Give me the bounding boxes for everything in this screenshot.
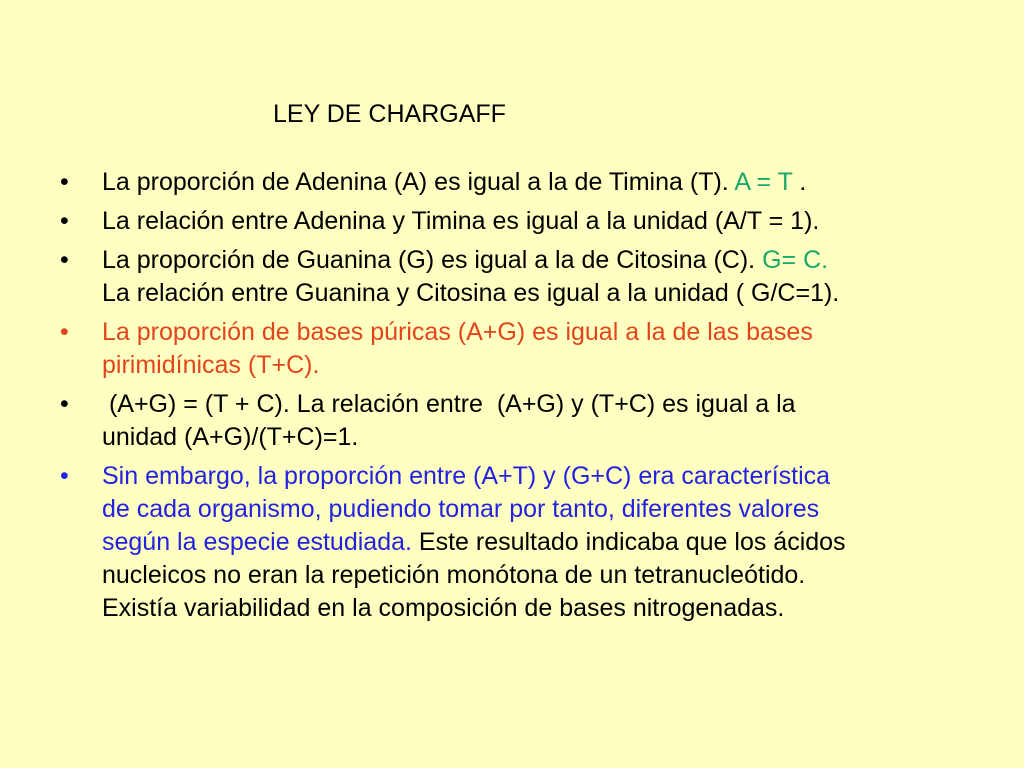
statement-text: La proporción de Guanina (G) es igual a la de Citosina (C). <box>102 246 763 274</box>
bullet-text <box>102 460 960 625</box>
bullet-dot-icon: • <box>60 390 69 418</box>
statement-text: Este resultado indicaba que los ácidos <box>411 528 846 556</box>
bullet-text <box>102 166 960 199</box>
bullet-text <box>102 388 960 454</box>
bullet-dot-icon: • <box>60 207 69 235</box>
bullet-puric-bases <box>60 316 960 382</box>
equation-a-t: A = T <box>734 168 793 196</box>
slide-title: LEY DE CHARGAFF <box>273 100 506 128</box>
text-line: Existía variabilidad en la composición de bases nitrogenadas. <box>102 594 785 622</box>
bullet-dot-icon: • <box>60 462 69 490</box>
highlighted-text: según la especie estudiada. <box>102 528 412 556</box>
text-line: unidad (A+G)/(T+C)=1. <box>102 423 359 451</box>
bullet-variability <box>60 460 960 625</box>
text-line: La proporción de bases púricas (A+G) es igual a la de las bases <box>102 318 813 346</box>
bullet-dot-icon: • <box>60 168 69 196</box>
equation-g-c: G= C. <box>762 246 829 274</box>
statement-tail: . <box>792 168 807 196</box>
bullet-dot-icon: • <box>60 246 69 274</box>
bullet-text <box>102 205 960 238</box>
statement-text: La proporción de Adenina (A) es igual a la de Timina (T). <box>102 168 735 196</box>
bullet-dot-icon: • <box>60 318 69 346</box>
bullet-adenine-timine <box>60 166 960 199</box>
bullet-text <box>102 316 960 382</box>
text-line: (A+G) = (T + C). La relación entre (A+G) y (T+C) es igual a la <box>102 390 796 418</box>
text-line: nucleicos no eran la repetición monótona de un tetranucleótido. <box>102 561 806 589</box>
bullet-list <box>60 166 960 631</box>
text-line: Sin embargo, la proporción entre (A+T) y (G+C) era característica <box>102 462 831 490</box>
text-line <box>102 166 960 199</box>
text-line: de cada organismo, pudiendo tomar por tanto, diferentes valores <box>102 495 820 523</box>
text-line: pirimidínicas (T+C). <box>102 351 320 379</box>
text-line <box>102 526 960 559</box>
text-line <box>102 244 960 277</box>
bullet-guanine-citosine <box>60 244 960 310</box>
bullet-ag-tc-equation <box>60 388 960 454</box>
text-line: La relación entre Guanina y Citosina es igual a la unidad ( G/C=1). <box>102 279 840 307</box>
bullet-text <box>102 244 960 310</box>
text-line: La relación entre Adenina y Timina es igual a la unidad (A/T = 1). <box>102 207 820 235</box>
bullet-a-t-ratio <box>60 205 960 238</box>
